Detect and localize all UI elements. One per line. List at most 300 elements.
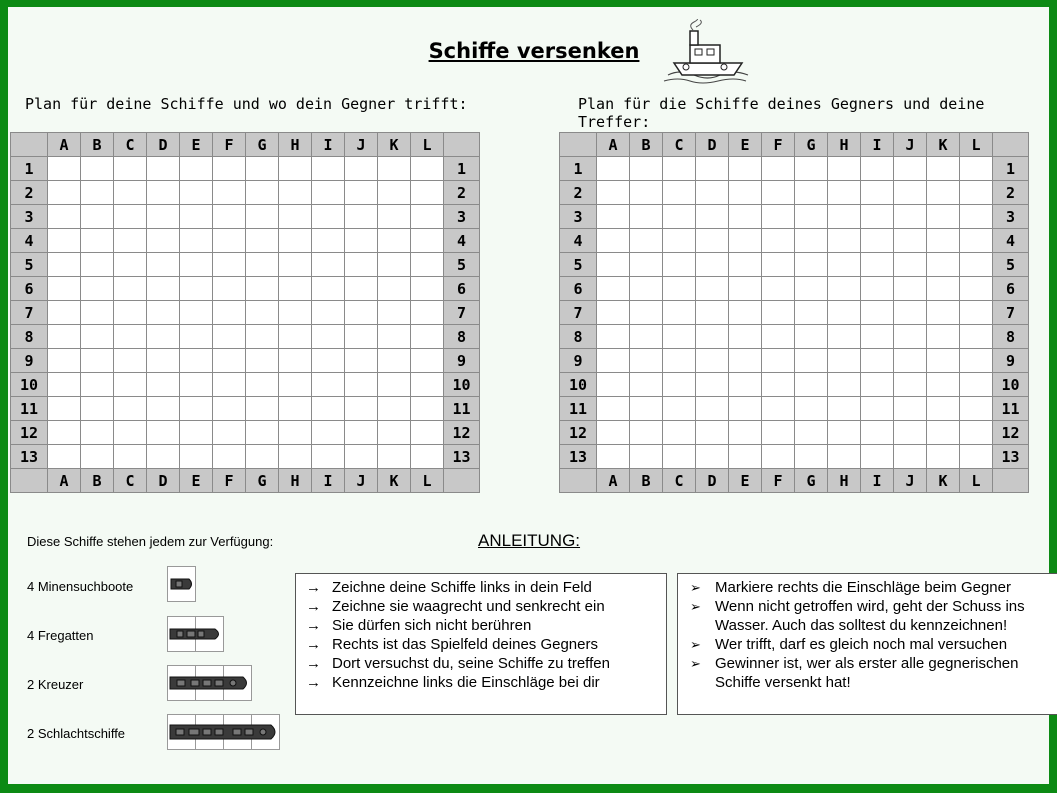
grid-cell[interactable] — [861, 253, 894, 277]
grid-cell[interactable] — [696, 277, 729, 301]
grid-cell[interactable] — [180, 205, 213, 229]
grid-cell[interactable] — [180, 277, 213, 301]
grid-cell[interactable] — [81, 229, 114, 253]
grid-cell[interactable] — [246, 205, 279, 229]
grid-cell[interactable] — [696, 421, 729, 445]
grid-cell[interactable] — [960, 229, 993, 253]
grid-cell[interactable] — [213, 445, 246, 469]
grid-cell[interactable] — [795, 157, 828, 181]
grid-cell[interactable] — [960, 181, 993, 205]
grid-cell[interactable] — [630, 181, 663, 205]
grid-cell[interactable] — [345, 445, 378, 469]
grid-cell[interactable] — [114, 301, 147, 325]
grid-cell[interactable] — [345, 325, 378, 349]
grid-cell[interactable] — [729, 181, 762, 205]
grid-cell[interactable] — [114, 373, 147, 397]
grid-cell[interactable] — [762, 229, 795, 253]
grid-cell[interactable] — [213, 181, 246, 205]
grid-cell[interactable] — [411, 157, 444, 181]
grid-cell[interactable] — [279, 157, 312, 181]
grid-cell[interactable] — [147, 421, 180, 445]
grid-cell[interactable] — [729, 445, 762, 469]
grid-cell[interactable] — [213, 373, 246, 397]
grid-cell[interactable] — [81, 325, 114, 349]
grid-cell[interactable] — [246, 301, 279, 325]
grid-cell[interactable] — [345, 373, 378, 397]
grid-cell[interactable] — [828, 325, 861, 349]
grid-cell[interactable] — [630, 253, 663, 277]
grid-cell[interactable] — [345, 397, 378, 421]
grid-cell[interactable] — [795, 301, 828, 325]
grid-cell[interactable] — [411, 205, 444, 229]
grid-cell[interactable] — [861, 181, 894, 205]
grid-cell[interactable] — [729, 301, 762, 325]
grid-cell[interactable] — [312, 229, 345, 253]
grid-cell[interactable] — [894, 397, 927, 421]
grid-cell[interactable] — [378, 421, 411, 445]
grid-cell[interactable] — [630, 349, 663, 373]
grid-cell[interactable] — [795, 277, 828, 301]
grid-cell[interactable] — [180, 229, 213, 253]
grid-cell[interactable] — [894, 205, 927, 229]
grid-cell[interactable] — [114, 157, 147, 181]
grid-cell[interactable] — [630, 373, 663, 397]
grid-cell[interactable] — [861, 229, 894, 253]
grid-cell[interactable] — [312, 205, 345, 229]
grid-cell[interactable] — [279, 301, 312, 325]
grid-cell[interactable] — [663, 301, 696, 325]
grid-cell[interactable] — [597, 397, 630, 421]
grid-cell[interactable] — [114, 397, 147, 421]
grid-cell[interactable] — [597, 301, 630, 325]
grid-cell[interactable] — [795, 253, 828, 277]
grid-cell[interactable] — [312, 157, 345, 181]
grid-cell[interactable] — [180, 445, 213, 469]
grid-cell[interactable] — [378, 349, 411, 373]
grid-cell[interactable] — [861, 397, 894, 421]
grid-cell[interactable] — [147, 373, 180, 397]
grid-cell[interactable] — [762, 301, 795, 325]
grid-cell[interactable] — [81, 253, 114, 277]
grid-cell[interactable] — [894, 373, 927, 397]
grid-cell[interactable] — [597, 349, 630, 373]
grid-cell[interactable] — [213, 205, 246, 229]
grid-cell[interactable] — [279, 253, 312, 277]
grid-cell[interactable] — [795, 373, 828, 397]
grid-cell[interactable] — [861, 205, 894, 229]
grid-cell[interactable] — [114, 277, 147, 301]
grid-cell[interactable] — [696, 373, 729, 397]
grid-cell[interactable] — [345, 301, 378, 325]
grid-cell[interactable] — [246, 253, 279, 277]
grid-cell[interactable] — [630, 397, 663, 421]
grid-cell[interactable] — [48, 301, 81, 325]
grid-cell[interactable] — [696, 205, 729, 229]
grid-cell[interactable] — [597, 325, 630, 349]
grid-cell[interactable] — [81, 301, 114, 325]
grid-cell[interactable] — [729, 229, 762, 253]
grid-cell[interactable] — [729, 325, 762, 349]
grid-cell[interactable] — [279, 397, 312, 421]
grid-cell[interactable] — [114, 181, 147, 205]
grid-cell[interactable] — [729, 157, 762, 181]
grid-cell[interactable] — [345, 349, 378, 373]
grid-cell[interactable] — [828, 277, 861, 301]
grid-cell[interactable] — [828, 181, 861, 205]
grid-cell[interactable] — [762, 205, 795, 229]
grid-cell[interactable] — [48, 325, 81, 349]
grid-cell[interactable] — [411, 445, 444, 469]
grid-cell[interactable] — [828, 157, 861, 181]
grid-cell[interactable] — [696, 157, 729, 181]
grid-cell[interactable] — [960, 253, 993, 277]
grid-cell[interactable] — [927, 445, 960, 469]
grid-cell[interactable] — [630, 325, 663, 349]
grid-cell[interactable] — [114, 421, 147, 445]
grid-cell[interactable] — [597, 277, 630, 301]
grid-cell[interactable] — [828, 253, 861, 277]
grid-cell[interactable] — [597, 157, 630, 181]
grid-cell[interactable] — [81, 277, 114, 301]
grid-cell[interactable] — [927, 349, 960, 373]
grid-cell[interactable] — [147, 253, 180, 277]
grid-cell[interactable] — [180, 397, 213, 421]
grid-cell[interactable] — [630, 445, 663, 469]
grid-cell[interactable] — [147, 301, 180, 325]
grid-cell[interactable] — [894, 301, 927, 325]
grid-cell[interactable] — [894, 349, 927, 373]
grid-cell[interactable] — [795, 229, 828, 253]
grid-cell[interactable] — [894, 421, 927, 445]
grid-cell[interactable] — [279, 325, 312, 349]
grid-cell[interactable] — [411, 253, 444, 277]
grid-cell[interactable] — [762, 277, 795, 301]
grid-cell[interactable] — [828, 205, 861, 229]
grid-cell[interactable] — [663, 253, 696, 277]
grid-cell[interactable] — [894, 253, 927, 277]
grid-cell[interactable] — [147, 205, 180, 229]
grid-cell[interactable] — [795, 397, 828, 421]
grid-cell[interactable] — [48, 229, 81, 253]
grid-cell[interactable] — [378, 253, 411, 277]
grid-cell[interactable] — [696, 445, 729, 469]
grid-cell[interactable] — [663, 421, 696, 445]
grid-cell[interactable] — [378, 205, 411, 229]
grid-cell[interactable] — [411, 349, 444, 373]
grid-cell[interactable] — [828, 397, 861, 421]
grid-cell[interactable] — [960, 277, 993, 301]
grid-cell[interactable] — [696, 181, 729, 205]
grid-cell[interactable] — [312, 325, 345, 349]
grid-cell[interactable] — [378, 157, 411, 181]
grid-cell[interactable] — [960, 205, 993, 229]
grid-cell[interactable] — [213, 397, 246, 421]
grid-cell[interactable] — [861, 277, 894, 301]
grid-cell[interactable] — [828, 349, 861, 373]
grid-cell[interactable] — [663, 445, 696, 469]
grid-cell[interactable] — [213, 253, 246, 277]
grid-cell[interactable] — [378, 325, 411, 349]
grid-cell[interactable] — [729, 397, 762, 421]
grid-cell[interactable] — [246, 229, 279, 253]
grid-cell[interactable] — [696, 301, 729, 325]
grid-cell[interactable] — [345, 253, 378, 277]
grid-cell[interactable] — [378, 301, 411, 325]
grid-cell[interactable] — [246, 373, 279, 397]
grid-cell[interactable] — [411, 301, 444, 325]
grid-cell[interactable] — [312, 253, 345, 277]
grid-cell[interactable] — [147, 349, 180, 373]
grid-cell[interactable] — [48, 421, 81, 445]
grid-cell[interactable] — [795, 325, 828, 349]
grid-cell[interactable] — [861, 157, 894, 181]
grid-cell[interactable] — [345, 229, 378, 253]
grid-cell[interactable] — [48, 349, 81, 373]
grid-cell[interactable] — [861, 349, 894, 373]
grid-cell[interactable] — [147, 397, 180, 421]
grid-cell[interactable] — [597, 421, 630, 445]
grid-cell[interactable] — [279, 229, 312, 253]
grid-cell[interactable] — [312, 349, 345, 373]
grid-cell[interactable] — [81, 373, 114, 397]
grid-cell[interactable] — [663, 181, 696, 205]
grid-cell[interactable] — [663, 205, 696, 229]
grid-cell[interactable] — [378, 445, 411, 469]
grid-cell[interactable] — [411, 229, 444, 253]
grid-cell[interactable] — [696, 397, 729, 421]
grid-cell[interactable] — [762, 373, 795, 397]
grid-cell[interactable] — [861, 373, 894, 397]
grid-cell[interactable] — [795, 445, 828, 469]
grid-cell[interactable] — [828, 421, 861, 445]
grid-cell[interactable] — [927, 325, 960, 349]
grid-cell[interactable] — [597, 205, 630, 229]
grid-cell[interactable] — [663, 349, 696, 373]
grid-cell[interactable] — [894, 157, 927, 181]
grid-cell[interactable] — [630, 229, 663, 253]
grid-cell[interactable] — [927, 373, 960, 397]
grid-cell[interactable] — [960, 445, 993, 469]
grid-cell[interactable] — [114, 205, 147, 229]
grid-cell[interactable] — [960, 397, 993, 421]
grid-cell[interactable] — [861, 421, 894, 445]
grid-cell[interactable] — [960, 325, 993, 349]
grid-cell[interactable] — [927, 301, 960, 325]
grid-cell[interactable] — [411, 277, 444, 301]
grid-cell[interactable] — [378, 181, 411, 205]
grid-cell[interactable] — [894, 445, 927, 469]
grid-cell[interactable] — [312, 397, 345, 421]
grid-cell[interactable] — [960, 157, 993, 181]
grid-cell[interactable] — [180, 253, 213, 277]
grid-cell[interactable] — [345, 421, 378, 445]
grid-cell[interactable] — [81, 397, 114, 421]
grid-cell[interactable] — [927, 181, 960, 205]
grid-cell[interactable] — [630, 157, 663, 181]
grid-cell[interactable] — [81, 157, 114, 181]
grid-cell[interactable] — [927, 253, 960, 277]
grid-cell[interactable] — [114, 229, 147, 253]
grid-cell[interactable] — [114, 325, 147, 349]
grid-cell[interactable] — [927, 277, 960, 301]
grid-cell[interactable] — [246, 181, 279, 205]
grid-cell[interactable] — [180, 349, 213, 373]
grid-cell[interactable] — [147, 445, 180, 469]
grid-cell[interactable] — [630, 277, 663, 301]
grid-cell[interactable] — [795, 205, 828, 229]
grid-cell[interactable] — [411, 325, 444, 349]
grid-cell[interactable] — [411, 421, 444, 445]
grid-cell[interactable] — [48, 181, 81, 205]
grid-cell[interactable] — [960, 373, 993, 397]
grid-cell[interactable] — [795, 181, 828, 205]
grid-cell[interactable] — [114, 253, 147, 277]
grid-cell[interactable] — [81, 205, 114, 229]
grid-cell[interactable] — [762, 253, 795, 277]
grid-cell[interactable] — [180, 421, 213, 445]
grid-cell[interactable] — [48, 373, 81, 397]
grid-cell[interactable] — [894, 229, 927, 253]
grid-cell[interactable] — [213, 301, 246, 325]
grid-cell[interactable] — [663, 229, 696, 253]
grid-cell[interactable] — [795, 421, 828, 445]
grid-cell[interactable] — [762, 325, 795, 349]
grid-cell[interactable] — [663, 277, 696, 301]
grid-cell[interactable] — [762, 157, 795, 181]
grid-cell[interactable] — [312, 445, 345, 469]
grid-cell[interactable] — [48, 157, 81, 181]
grid-cell[interactable] — [180, 325, 213, 349]
grid-cell[interactable] — [729, 373, 762, 397]
grid-cell[interactable] — [246, 349, 279, 373]
grid-cell[interactable] — [213, 277, 246, 301]
grid-cell[interactable] — [663, 157, 696, 181]
grid-cell[interactable] — [696, 253, 729, 277]
grid-cell[interactable] — [960, 301, 993, 325]
grid-cell[interactable] — [312, 277, 345, 301]
grid-cell[interactable] — [48, 205, 81, 229]
grid-cell[interactable] — [345, 277, 378, 301]
grid-cell[interactable] — [114, 445, 147, 469]
grid-cell[interactable] — [378, 397, 411, 421]
grid-cell[interactable] — [180, 181, 213, 205]
grid-cell[interactable] — [48, 277, 81, 301]
grid-cell[interactable] — [147, 229, 180, 253]
grid-cell[interactable] — [927, 205, 960, 229]
grid-cell[interactable] — [960, 349, 993, 373]
grid-cell[interactable] — [597, 445, 630, 469]
grid-cell[interactable] — [762, 421, 795, 445]
grid-cell[interactable] — [279, 277, 312, 301]
grid-cell[interactable] — [279, 421, 312, 445]
grid-cell[interactable] — [48, 397, 81, 421]
grid-cell[interactable] — [828, 373, 861, 397]
grid-cell[interactable] — [795, 349, 828, 373]
grid-cell[interactable] — [597, 181, 630, 205]
grid-cell[interactable] — [81, 421, 114, 445]
grid-cell[interactable] — [246, 157, 279, 181]
grid-cell[interactable] — [696, 349, 729, 373]
grid-cell[interactable] — [279, 349, 312, 373]
grid-cell[interactable] — [147, 181, 180, 205]
grid-cell[interactable] — [861, 445, 894, 469]
grid-cell[interactable] — [312, 181, 345, 205]
grid-cell[interactable] — [696, 325, 729, 349]
grid-cell[interactable] — [147, 157, 180, 181]
grid-cell[interactable] — [663, 397, 696, 421]
grid-cell[interactable] — [246, 397, 279, 421]
grid-cell[interactable] — [729, 253, 762, 277]
grid-cell[interactable] — [729, 205, 762, 229]
grid-cell[interactable] — [312, 373, 345, 397]
grid-cell[interactable] — [345, 181, 378, 205]
grid-cell[interactable] — [828, 301, 861, 325]
grid-cell[interactable] — [828, 229, 861, 253]
grid-cell[interactable] — [180, 373, 213, 397]
grid-cell[interactable] — [894, 325, 927, 349]
grid-cell[interactable] — [378, 229, 411, 253]
grid-cell[interactable] — [630, 205, 663, 229]
grid-cell[interactable] — [894, 181, 927, 205]
grid-cell[interactable] — [48, 445, 81, 469]
grid-cell[interactable] — [312, 421, 345, 445]
grid-cell[interactable] — [762, 397, 795, 421]
grid-cell[interactable] — [861, 325, 894, 349]
grid-cell[interactable] — [597, 229, 630, 253]
grid-cell[interactable] — [213, 349, 246, 373]
grid-cell[interactable] — [246, 325, 279, 349]
grid-cell[interactable] — [246, 277, 279, 301]
grid-cell[interactable] — [630, 301, 663, 325]
grid-cell[interactable] — [729, 277, 762, 301]
grid-cell[interactable] — [213, 229, 246, 253]
grid-cell[interactable] — [147, 277, 180, 301]
grid-cell[interactable] — [279, 445, 312, 469]
grid-cell[interactable] — [630, 421, 663, 445]
grid-cell[interactable] — [960, 421, 993, 445]
grid-cell[interactable] — [213, 157, 246, 181]
grid-cell[interactable] — [411, 373, 444, 397]
grid-cell[interactable] — [927, 229, 960, 253]
grid-cell[interactable] — [762, 445, 795, 469]
grid-cell[interactable] — [927, 421, 960, 445]
grid-cell[interactable] — [411, 397, 444, 421]
grid-cell[interactable] — [411, 181, 444, 205]
grid-cell[interactable] — [345, 157, 378, 181]
grid-cell[interactable] — [279, 205, 312, 229]
grid-cell[interactable] — [180, 157, 213, 181]
grid-cell[interactable] — [597, 253, 630, 277]
grid-cell[interactable] — [378, 373, 411, 397]
grid-cell[interactable] — [663, 325, 696, 349]
grid-cell[interactable] — [147, 325, 180, 349]
grid-cell[interactable] — [663, 373, 696, 397]
grid-cell[interactable] — [894, 277, 927, 301]
grid-cell[interactable] — [81, 349, 114, 373]
grid-cell[interactable] — [246, 421, 279, 445]
grid-cell[interactable] — [114, 349, 147, 373]
grid-cell[interactable] — [213, 421, 246, 445]
grid-cell[interactable] — [378, 277, 411, 301]
grid-cell[interactable] — [927, 157, 960, 181]
grid-cell[interactable] — [81, 181, 114, 205]
grid-cell[interactable] — [762, 181, 795, 205]
grid-cell[interactable] — [828, 445, 861, 469]
grid-cell[interactable] — [762, 349, 795, 373]
grid-cell[interactable] — [81, 445, 114, 469]
grid-cell[interactable] — [279, 181, 312, 205]
grid-cell[interactable] — [345, 205, 378, 229]
